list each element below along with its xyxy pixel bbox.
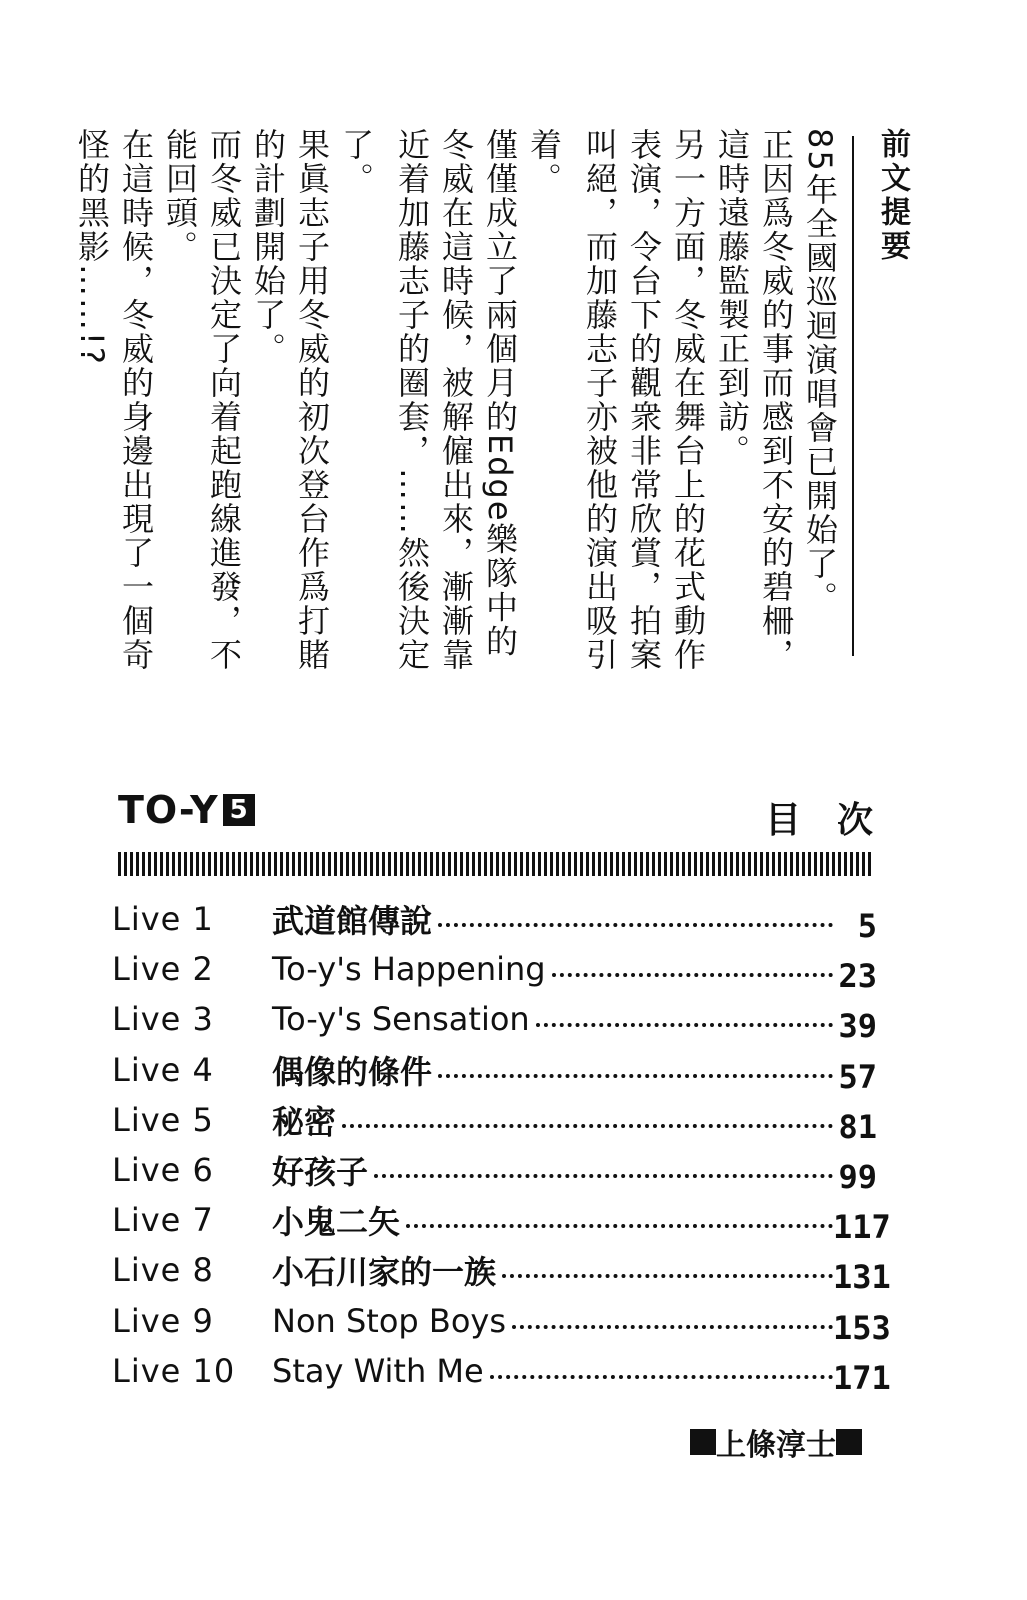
synopsis-line: 表演，令台下的觀衆非常欣賞，拍案 <box>625 128 663 672</box>
toc-row <box>112 1346 891 1397</box>
toc-live: Live 5 <box>112 1100 214 1139</box>
leader-dots <box>536 1023 833 1027</box>
toc-chapter: To-y's Happening <box>272 950 546 989</box>
toc-row <box>112 894 877 944</box>
toc-chapter: Stay With Me <box>272 1351 484 1390</box>
toc-live: Live 8 <box>112 1251 214 1290</box>
square-mark-icon <box>836 1429 862 1455</box>
synopsis-line: 85年全國巡迴演唱會已開始了。 <box>801 128 839 615</box>
synopsis <box>70 128 920 688</box>
leader-dots <box>512 1325 833 1329</box>
toc-page: 81 <box>838 1107 877 1146</box>
synopsis-line: 這時遠藤監製正到訪。 <box>713 128 751 468</box>
leader-dots <box>406 1224 833 1228</box>
toc-title: 目次 <box>764 800 909 841</box>
leader-dots <box>552 973 833 977</box>
volume-badge: 5 <box>223 794 255 826</box>
toc-chapter: 好孩子 <box>272 1153 369 1192</box>
synopsis-line: 僅僅成立了兩個月的Edge樂隊中的 <box>481 128 519 659</box>
toc-row <box>112 1045 877 1095</box>
toc-live: Live 7 <box>112 1201 214 1240</box>
toc-live: Live 9 <box>112 1301 214 1340</box>
leader-dots <box>438 1074 833 1078</box>
synopsis-line: 怪的黑影……!? <box>73 128 111 366</box>
synopsis-line: 近着加藤志子的圈套，……然後決定 <box>393 128 431 672</box>
toc-page: 39 <box>838 1007 877 1046</box>
toc-chapter: Non Stop Boys <box>272 1301 507 1340</box>
leader-dots <box>374 1174 833 1178</box>
square-mark-icon <box>690 1429 716 1455</box>
leader-dots <box>438 923 833 927</box>
toc-page: 99 <box>838 1158 877 1197</box>
toc-live: Live 1 <box>112 900 214 939</box>
toc-chapter: 武道館傳說 <box>272 902 433 941</box>
hatch-divider <box>118 852 873 876</box>
toc-page: 117 <box>833 1208 891 1247</box>
toc-header <box>118 788 909 841</box>
synopsis-line: 叫絕，而加藤志子亦被他的演出吸引 <box>581 128 619 672</box>
synopsis-line: 正因爲冬威的事而感到不安的碧柵， <box>757 128 795 672</box>
toc-row <box>112 1195 891 1247</box>
toc-row <box>112 1145 877 1195</box>
brand <box>118 788 255 832</box>
synopsis-line: 的計劃開始了。 <box>249 128 287 366</box>
author-name: 上條淳士 <box>716 1428 836 1463</box>
synopsis-line: 另一方面，冬威在舞台上的花式動作 <box>669 128 707 672</box>
toc-live: Live 6 <box>112 1151 214 1190</box>
leader-dots <box>342 1124 833 1128</box>
toc-chapter: 小鬼二矢 <box>272 1203 401 1242</box>
synopsis-bar <box>852 136 854 656</box>
toc-chapter: 秘密 <box>272 1102 337 1141</box>
toc-live: Live 10 <box>112 1351 236 1390</box>
author-credit <box>690 1420 862 1464</box>
synopsis-line: 而冬威已決定了向着起跑線進發，不 <box>205 128 243 672</box>
toc-page: 23 <box>838 957 877 996</box>
toc-chapter: 偶像的條件 <box>272 1052 433 1091</box>
synopsis-line: 冬威在這時候，被解僱出來，漸漸靠 <box>437 128 475 672</box>
synopsis-title: 前文提要 <box>875 128 910 264</box>
toc-live: Live 3 <box>112 1000 214 1039</box>
toc-page: 131 <box>833 1258 891 1297</box>
toc-row <box>112 944 877 994</box>
synopsis-line: 了。 <box>337 128 375 196</box>
toc-row <box>112 1095 877 1145</box>
synopsis-line: 着。 <box>525 128 563 196</box>
toc-chapter: To-y's Sensation <box>272 1000 530 1039</box>
toc-page: 5 <box>857 907 877 946</box>
synopsis-line: 果眞志子用冬威的初次登台作爲打賭 <box>293 128 331 672</box>
toc-page: 171 <box>833 1358 891 1397</box>
toc-row <box>112 994 877 1044</box>
brand-name: TO-Y <box>118 788 219 832</box>
synopsis-line: 在這時候，冬威的身邊出現了一個奇 <box>117 128 155 672</box>
synopsis-line: 能回頭。 <box>161 128 199 264</box>
toc-live: Live 2 <box>112 950 214 989</box>
leader-dots <box>502 1274 833 1278</box>
toc-chapter: 小石川家的一族 <box>272 1253 497 1292</box>
synopsis-body <box>70 128 842 688</box>
toc-row <box>112 1245 891 1297</box>
table-of-contents <box>112 894 891 1397</box>
toc-live: Live 4 <box>112 1050 214 1089</box>
toc-page: 153 <box>833 1308 891 1347</box>
toc-page: 57 <box>838 1057 877 1096</box>
toc-row <box>112 1296 891 1347</box>
leader-dots <box>490 1375 833 1379</box>
